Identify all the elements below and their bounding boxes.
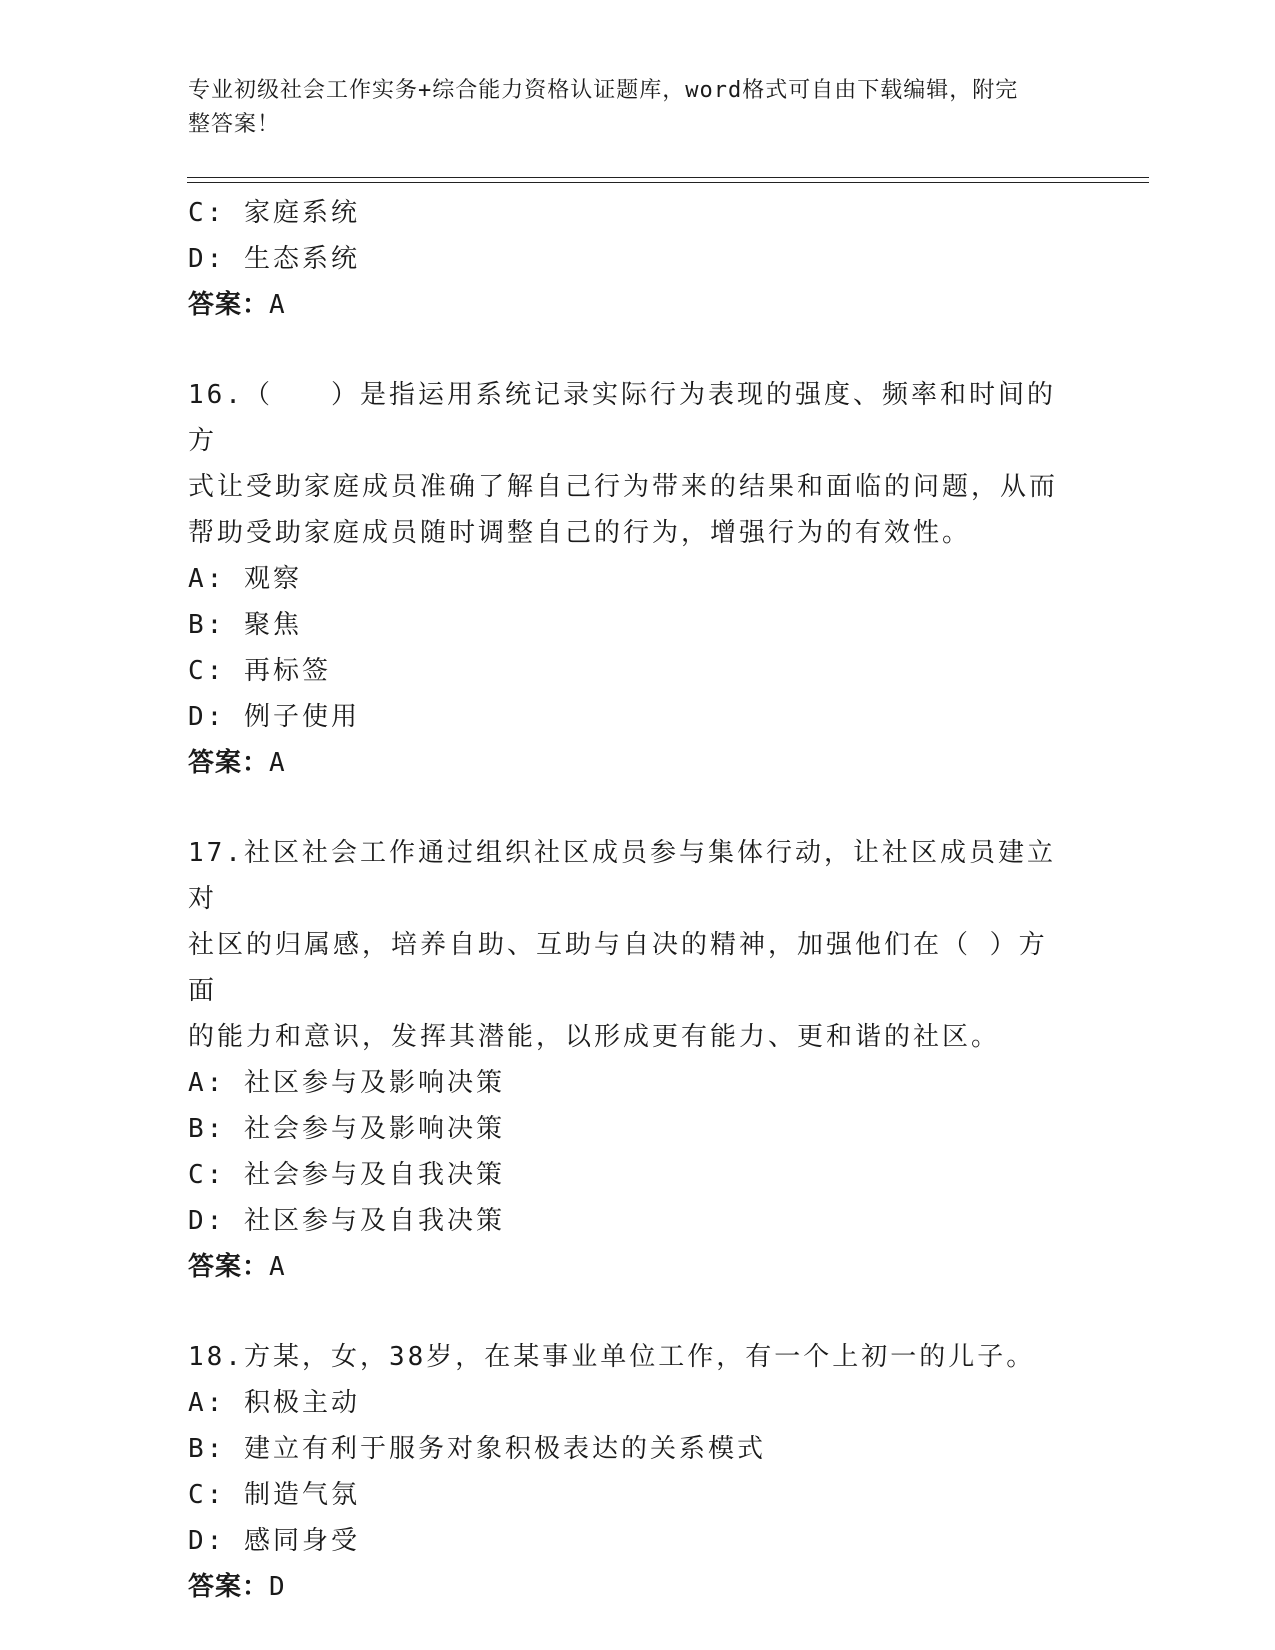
option-b: B: 建立有利于服务对象积极表达的关系模式 <box>188 1434 766 1464</box>
header-line-1: 专业初级社会工作实务+综合能力资格认证题库，word格式可自由下载编辑，附完 <box>188 78 1019 103</box>
question-18 <box>188 1334 1088 1610</box>
option-b: B: 聚焦 <box>188 610 302 640</box>
option-c: C: 制造气氛 <box>188 1480 360 1510</box>
option-c: C: 社会参与及自我决策 <box>188 1160 505 1190</box>
option-d: D: 感同身受 <box>188 1526 360 1556</box>
header-line-2: 整答案！ <box>188 112 281 137</box>
question-16 <box>188 372 1088 786</box>
option-b: B: 社会参与及影响决策 <box>188 1114 505 1144</box>
header-divider-top <box>187 177 1149 178</box>
question-17 <box>188 830 1088 1290</box>
page-header <box>188 74 1088 142</box>
option-a: A: 社区参与及影响决策 <box>188 1068 505 1098</box>
question-stem: 18.方某，女，38岁，在某事业单位工作，有一个上初一的儿子。 <box>188 1342 1036 1372</box>
option-a: A: 积极主动 <box>188 1388 360 1418</box>
option-d: D: 例子使用 <box>188 702 360 732</box>
option-d: D: 社区参与及自我决策 <box>188 1206 505 1236</box>
question-stem: 17.社区社会工作通过组织社区成员参与集体行动，让社区成员建立对 社区的归属感，培养自助、互助与自决的精神，加强他们在（ ）方面 的能力和意识，发挥其潜能，以形成更有能力、更和谐的社区。 <box>188 838 1056 1052</box>
question-stem: 16.（ ）是指运用系统记录实际行为表现的强度、频率和时间的方 式让受助家庭成员准确了解自己行为带来的结果和面临的问题，从而 帮助受助家庭成员随时调整自己的行为，增强行为的有效性。 <box>188 380 1059 548</box>
option-c: C: 再标签 <box>188 656 331 686</box>
answer-line: 答案：A <box>188 748 286 778</box>
option-d: D: 生态系统 <box>188 244 360 274</box>
question-15-tail <box>188 190 1088 328</box>
answer-line: 答案：D <box>188 1572 286 1602</box>
answer-line: 答案：A <box>188 290 286 320</box>
question-content <box>188 190 1088 1610</box>
header-divider-bottom <box>187 182 1149 183</box>
option-c: C: 家庭系统 <box>188 198 360 228</box>
option-a: A: 观察 <box>188 564 302 594</box>
answer-line: 答案：A <box>188 1252 286 1282</box>
